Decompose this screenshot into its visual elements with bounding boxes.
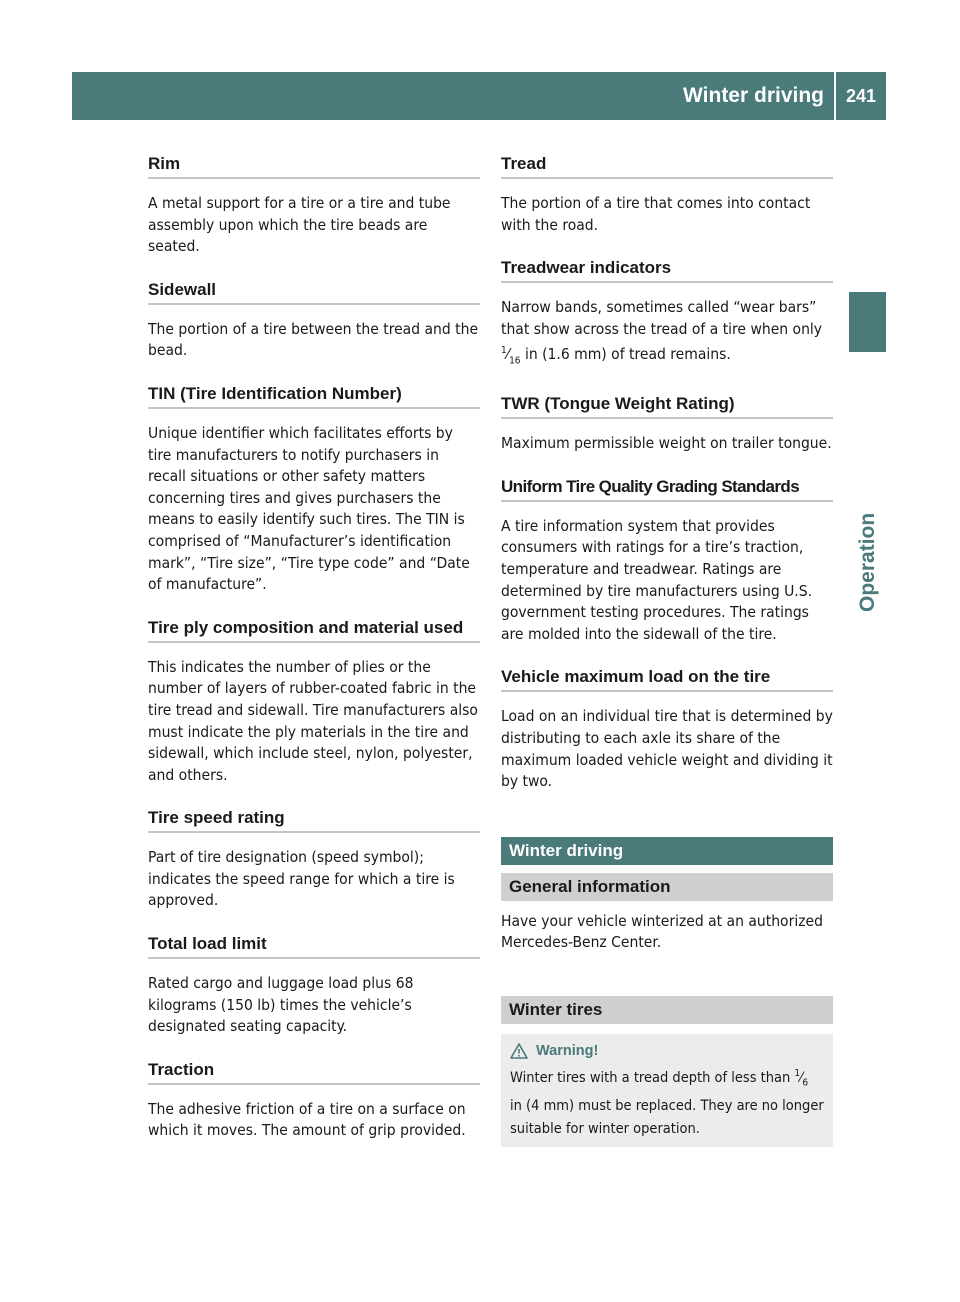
term-definition: The portion of a tire between the tread and the bead. — [148, 319, 479, 360]
glossary-entry — [501, 392, 833, 455]
side-tab-marker — [849, 292, 886, 352]
warning-header — [510, 1040, 824, 1062]
term-definition: Rated cargo and luggage load plus 68 kilograms (150 lb) times the vehicle’s designated seating capacity. — [148, 974, 414, 1036]
warning-text-part: in (4 mm) must be replaced. They are no longer suitable for winter operation. — [510, 1097, 824, 1137]
term-definition: Load on an individual tire that is determined by distributing to each axle its share of the maximum loaded vehicle weight and dividing it by two. — [501, 707, 833, 791]
left-column — [148, 152, 480, 1162]
definition-text: in (1.6 mm) of tread remains. — [520, 345, 731, 364]
header-title: Winter driving — [683, 84, 824, 107]
glossary-entry — [148, 616, 480, 787]
warning-text-part: Winter tires with a tread depth of less than — [510, 1069, 795, 1086]
glossary-entry — [501, 665, 833, 792]
glossary-entry — [148, 278, 480, 362]
glossary-entry — [148, 152, 480, 258]
term-heading: Rim — [148, 152, 480, 179]
warning-label: Warning! — [536, 1042, 599, 1059]
term-heading: Total load limit — [148, 932, 480, 959]
term-definition: A tire information system that provides consumers with ratings for a tire’s traction, temperature and treadwear. Ratings are determined by tire manufacturers using U.S. government testing procedures. The ratings are molded into the sidewall of the tire. — [501, 516, 813, 643]
warning-triangle-icon — [510, 1043, 528, 1059]
term-heading: Uniform Tire Quality Grading Standards — [501, 475, 833, 502]
fraction-denominator: 6 — [802, 1077, 809, 1089]
right-column — [501, 152, 833, 1147]
fraction-numerator: 1 — [794, 1067, 801, 1079]
term-heading: Sidewall — [148, 278, 480, 305]
definition-text: Narrow bands, sometimes called “wear bars” that show across the tread of a tire when only — [501, 298, 823, 338]
term-heading: Tire ply composition and material used — [148, 616, 480, 643]
side-tab-label: Operation — [856, 512, 879, 612]
general-information-text: Have your vehicle winterized at an authorized Mercedes-Benz Center. — [501, 911, 823, 952]
glossary-entry — [501, 152, 833, 236]
glossary-entry — [148, 806, 480, 912]
term-definition: Part of tire designation (speed symbol); indicates the speed range for which a tire is approved. — [148, 848, 455, 910]
term-heading: Traction — [148, 1058, 480, 1085]
warning-box — [501, 1034, 833, 1147]
glossary-entry — [501, 475, 833, 646]
term-heading: TWR (Tongue Weight Rating) — [501, 392, 833, 419]
glossary-entry — [148, 1058, 480, 1142]
glossary-entry — [148, 932, 480, 1038]
subsection-heading-winter-tires: Winter tires — [501, 996, 833, 1024]
term-heading: Vehicle maximum load on the tire — [501, 665, 833, 692]
term-heading: TIN (Tire Identification Number) — [148, 382, 480, 409]
term-definition: A metal support for a tire or a tire and tube assembly upon which the tire beads are seated. — [148, 194, 451, 256]
term-definition: The portion of a tire that comes into contact with the road. — [501, 194, 811, 234]
page-header — [72, 72, 886, 120]
term-definition: This indicates the number of plies or the number of layers of rubber-coated fabric in the tire tread and sidewall. Tire manufacturers also must indicate the ply materials in the tire and sidewall, which include steel, nylon, polyester, and others. — [148, 657, 478, 784]
term-definition: Maximum permissible weight on trailer tongue. — [501, 434, 832, 453]
glossary-entry — [501, 256, 833, 372]
warning-text: Winter tires with a tread depth of less than $^1⁄_6$ in (4 mm) must be replaced. They are no longer suitable for winter operation. — [510, 1067, 824, 1137]
term-heading: Treadwear indicators — [501, 256, 833, 283]
term-definition: Unique identifier which facilitates efforts by tire manufacturers to notify purchasers in recall situations or other safety matters concerning tires and gives purchasers the means to easily identify such tires. The TIN is comprised of “Manufacturer’s identification mark”, “Tire size”, “Tire type code” and “Date of manufacture”. — [148, 423, 470, 594]
glossary-entry — [148, 382, 480, 596]
term-heading: Tread — [501, 152, 833, 179]
page-number: 241 — [845, 85, 877, 106]
term-definition: The adhesive friction of a tire on a surface on which it moves. The amount of grip provided. — [148, 1099, 466, 1140]
term-definition: Narrow bands, sometimes called “wear bars” that show across the tread of a tire when only $^1⁄_{16}$ in (1.6 mm) of tread remains. — [501, 298, 823, 367]
fraction-denominator: 16 — [509, 355, 521, 367]
term-heading: Tire speed rating — [148, 806, 480, 833]
section-heading-winter-driving: Winter driving — [501, 837, 833, 865]
fraction-numerator: 1 — [501, 345, 507, 357]
subsection-heading-general-information: General information — [501, 873, 833, 901]
